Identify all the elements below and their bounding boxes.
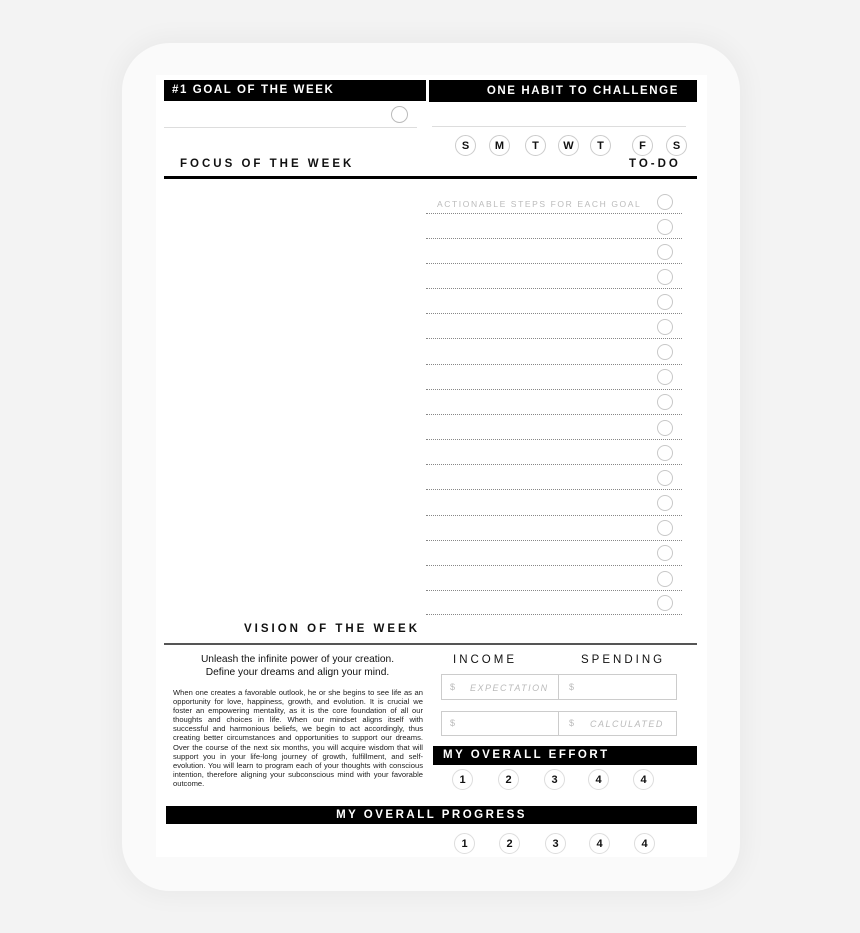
goal-label: #1 GOAL OF THE WEEK [172, 84, 335, 96]
effort-rating-1[interactable]: 1 [452, 769, 473, 790]
todo-checkbox[interactable] [657, 244, 673, 260]
progress-label: MY OVERALL PROGRESS [336, 809, 527, 821]
vision-headline-1: Unleash the infinite power of your creation. [200, 654, 395, 665]
goal-checkbox[interactable] [391, 106, 408, 123]
goal-line[interactable] [164, 127, 417, 128]
currency-symbol: $ [450, 682, 457, 692]
day-friday[interactable]: F [632, 135, 653, 156]
todo-line[interactable] [426, 213, 682, 214]
todo-checkbox[interactable] [657, 194, 673, 210]
todo-line[interactable] [426, 313, 682, 314]
todo-checkbox[interactable] [657, 495, 673, 511]
currency-symbol: $ [450, 718, 457, 728]
effort-label: MY OVERALL EFFORT [443, 749, 610, 761]
todo-checkbox[interactable] [657, 344, 673, 360]
effort-header [433, 746, 697, 765]
todo-label: TO-DO [629, 158, 681, 170]
effort-rating-4[interactable]: 4 [588, 769, 609, 790]
effort-rating-2[interactable]: 2 [498, 769, 519, 790]
day-tuesday[interactable]: T [525, 135, 546, 156]
vision-label: VISION OF THE WEEK [244, 623, 421, 635]
todo-checkbox[interactable] [657, 369, 673, 385]
focus-area[interactable] [164, 184, 422, 614]
habit-line[interactable] [432, 126, 686, 127]
habit-header [429, 80, 697, 102]
spending-expectation-field[interactable] [558, 674, 677, 700]
progress-rating-5[interactable]: 4 [634, 833, 655, 854]
vision-headline-2: Define your dreams and align your mind. [205, 667, 390, 678]
progress-header [166, 806, 697, 824]
habit-label: ONE HABIT TO CHALLENGE [486, 85, 679, 97]
goal-header [164, 80, 426, 101]
focus-label: FOCUS OF THE WEEK [180, 158, 355, 170]
todo-checkbox[interactable] [657, 219, 673, 235]
todo-line[interactable] [426, 565, 682, 566]
income-label: INCOME [453, 654, 517, 666]
todo-checkbox[interactable] [657, 545, 673, 561]
todo-checkbox[interactable] [657, 294, 673, 310]
todo-line[interactable] [426, 364, 682, 365]
focus-divider [164, 176, 697, 179]
todo-checkbox[interactable] [657, 319, 673, 335]
calculated-placeholder: CALCULATED [590, 719, 664, 729]
todo-placeholder: ACTIONABLE STEPS FOR EACH GOAL [437, 199, 642, 209]
effort-rating-5[interactable]: 4 [633, 769, 654, 790]
currency-symbol: $ [569, 682, 576, 692]
vision-headline [170, 653, 425, 679]
todo-line[interactable] [426, 489, 682, 490]
todo-checkbox[interactable] [657, 571, 673, 587]
spending-calculated-field[interactable] [558, 711, 677, 736]
day-thursday[interactable]: T [590, 135, 611, 156]
todo-checkbox[interactable] [657, 520, 673, 536]
progress-rating-1[interactable]: 1 [454, 833, 475, 854]
todo-line[interactable] [426, 464, 682, 465]
day-saturday[interactable]: S [666, 135, 687, 156]
vision-divider [164, 643, 697, 645]
progress-rating-4[interactable]: 4 [589, 833, 610, 854]
todo-line[interactable] [426, 288, 682, 289]
progress-rating-2[interactable]: 2 [499, 833, 520, 854]
day-sunday[interactable]: S [455, 135, 476, 156]
todo-checkbox[interactable] [657, 420, 673, 436]
todo-line[interactable] [426, 590, 682, 591]
todo-line[interactable] [426, 238, 682, 239]
vision-body: When one creates a favorable outlook, he or she begins to see life as an opportunity for love, happiness, growth, and evolution. It is crucial we foster an empowering mentality, as it is the core foundation of all our thoughts and choices in life. When our mindset aligns itself with successful and harmonious beliefs, we begin to act accordingly, thus creating better circumstances and opportunities to support our dreams. Over the course of the next six months, you will acquire wisdom that will support you in your life-long journey of growth, fulfillment, and self-evolution. You will learn to program each of your thoughts with conscious intention, therefore aligning your subconscious mind with your favorable outcome. [173, 688, 423, 788]
todo-checkbox[interactable] [657, 470, 673, 486]
todo-checkbox[interactable] [657, 269, 673, 285]
todo-line[interactable] [426, 338, 682, 339]
todo-checkbox[interactable] [657, 394, 673, 410]
day-monday[interactable]: M [489, 135, 510, 156]
spending-label: SPENDING [581, 654, 666, 666]
todo-line[interactable] [426, 389, 682, 390]
todo-line[interactable] [426, 515, 682, 516]
expectation-placeholder: EXPECTATION [470, 683, 549, 693]
currency-symbol: $ [569, 718, 576, 728]
todo-line[interactable] [426, 540, 682, 541]
effort-rating-3[interactable]: 3 [544, 769, 565, 790]
income-expectation-field[interactable] [441, 674, 559, 700]
todo-checkbox[interactable] [657, 595, 673, 611]
todo-line[interactable] [426, 439, 682, 440]
progress-rating-3[interactable]: 3 [545, 833, 566, 854]
todo-line[interactable] [426, 414, 682, 415]
todo-line[interactable] [426, 263, 682, 264]
todo-line[interactable] [426, 614, 682, 615]
day-wednesday[interactable]: W [558, 135, 579, 156]
todo-checkbox[interactable] [657, 445, 673, 461]
income-calculated-field[interactable] [441, 711, 559, 736]
